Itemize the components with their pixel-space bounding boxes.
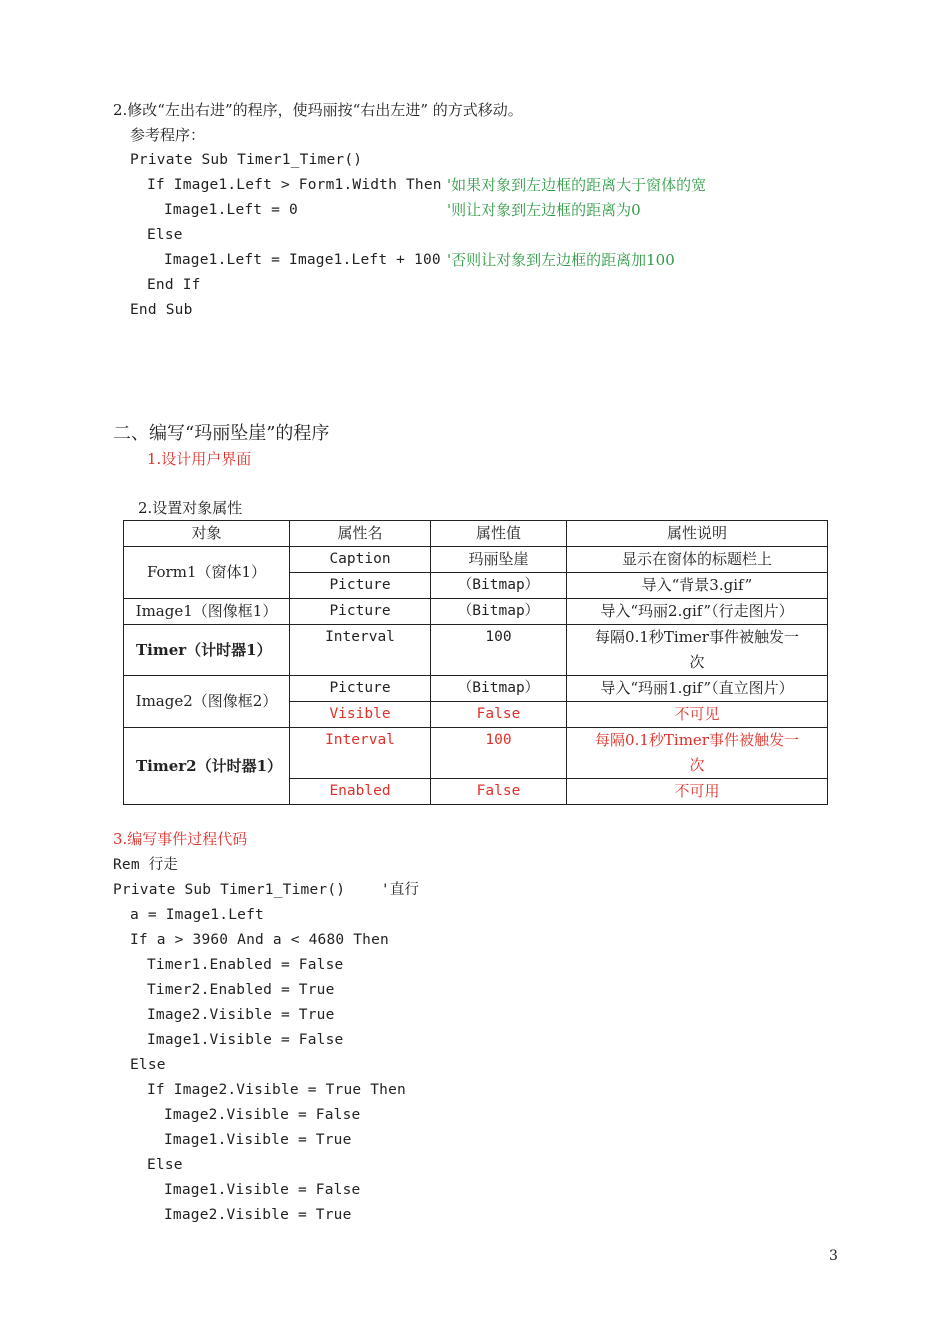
section-heading: 二、编写“玛丽坠崖”的程序 <box>113 423 330 444</box>
description-line: 每隔0.1秒Timer事件被触发一 <box>595 731 799 749</box>
object-timer1: Timer（计时器1） <box>124 625 290 676</box>
property-description <box>567 625 828 676</box>
code-line: Image1.Visible = False <box>164 1182 361 1198</box>
property-name: Interval <box>290 728 431 779</box>
code-line: a = Image1.Left <box>130 907 264 923</box>
task-description: 2.修改“左出右进”的程序，使玛丽按“右出左进” 的方式移动。 <box>113 101 523 119</box>
property-name: Enabled <box>290 779 431 805</box>
code-line: Else <box>147 1157 183 1173</box>
property-value: 100 <box>431 728 567 779</box>
code-line: Private Sub Timer1_Timer() <box>130 152 363 168</box>
table-row <box>124 625 828 676</box>
code-line: Rem 行走 <box>113 857 179 873</box>
step-design-ui: 1.设计用户界面 <box>147 450 252 468</box>
code-line: Image1.Visible = False <box>147 1032 344 1048</box>
property-name: Picture <box>290 676 431 702</box>
code-line: Timer1.Enabled = False <box>147 957 344 973</box>
code-line: If a > 3960 And a < 4680 Then <box>130 932 389 948</box>
property-name: Interval <box>290 625 431 676</box>
step-set-properties: 2.设置对象属性 <box>138 499 243 517</box>
object-form1: Form1（窗体1） <box>124 547 290 599</box>
code-line: Else <box>130 1057 166 1073</box>
code-line: End If <box>147 277 201 293</box>
table-row <box>124 547 828 573</box>
object-image1: Image1（图像框1） <box>124 599 290 625</box>
header-property-name: 属性名 <box>290 521 431 547</box>
code-line: Image2.Visible = False <box>164 1107 361 1123</box>
property-value: 玛丽坠崖 <box>431 547 567 573</box>
property-description: 不可用 <box>567 779 828 805</box>
object-image2: Image2（图像框2） <box>124 676 290 728</box>
object-timer2: Timer2（计时器1） <box>124 728 290 805</box>
property-description: 导入“背景3.gif” <box>567 573 828 599</box>
header-property-value: 属性值 <box>431 521 567 547</box>
property-name: Caption <box>290 547 431 573</box>
code-line: Private Sub Timer1_Timer() '直行 <box>113 882 420 898</box>
property-name: Picture <box>290 573 431 599</box>
code-line: Image1.Left = 0 <box>164 202 298 218</box>
table-row <box>124 676 828 702</box>
description-line: 次 <box>689 756 705 774</box>
code-line: Else <box>147 227 183 243</box>
property-name: Picture <box>290 599 431 625</box>
code-line: End Sub <box>130 302 193 318</box>
page-number: 3 <box>829 1248 838 1264</box>
description-line: 次 <box>689 653 705 671</box>
property-description <box>567 728 828 779</box>
property-description: 导入“玛丽2.gif”（行走图片） <box>567 599 828 625</box>
property-description: 显示在窗体的标题栏上 <box>567 547 828 573</box>
property-description: 导入“玛丽1.gif”（直立图片） <box>567 676 828 702</box>
code-comment: '否则让对象到左边框的距离加100 <box>447 251 675 269</box>
header-property-description: 属性说明 <box>567 521 828 547</box>
table-header-row <box>124 521 828 547</box>
property-value: 100 <box>431 625 567 676</box>
code-line: Image2.Visible = True <box>164 1207 352 1223</box>
step-write-code: 3.编写事件过程代码 <box>113 830 248 848</box>
code-comment: '如果对象到左边框的距离大于窗体的宽 <box>447 176 707 194</box>
code-line: Image2.Visible = True <box>147 1007 335 1023</box>
property-value: False <box>431 702 567 728</box>
code-line: Image1.Left = Image1.Left + 100 <box>164 252 441 268</box>
description-line: 每隔0.1秒Timer事件被触发一 <box>595 628 799 646</box>
properties-table <box>123 520 828 805</box>
property-name: Visible <box>290 702 431 728</box>
table-row <box>124 599 828 625</box>
code-line: If Image2.Visible = True Then <box>147 1082 406 1098</box>
code-line: If Image1.Left > Form1.Width Then <box>147 177 442 193</box>
code-line: Image1.Visible = True <box>164 1132 352 1148</box>
code-comment: '则让对象到左边框的距离为0 <box>447 201 641 219</box>
property-value: （Bitmap） <box>431 573 567 599</box>
reference-label: 参考程序： <box>130 126 206 144</box>
property-description: 不可见 <box>567 702 828 728</box>
property-value: （Bitmap） <box>431 676 567 702</box>
property-value: False <box>431 779 567 805</box>
header-object: 对象 <box>124 521 290 547</box>
code-line: Timer2.Enabled = True <box>147 982 335 998</box>
property-value: （Bitmap） <box>431 599 567 625</box>
table-row <box>124 728 828 779</box>
